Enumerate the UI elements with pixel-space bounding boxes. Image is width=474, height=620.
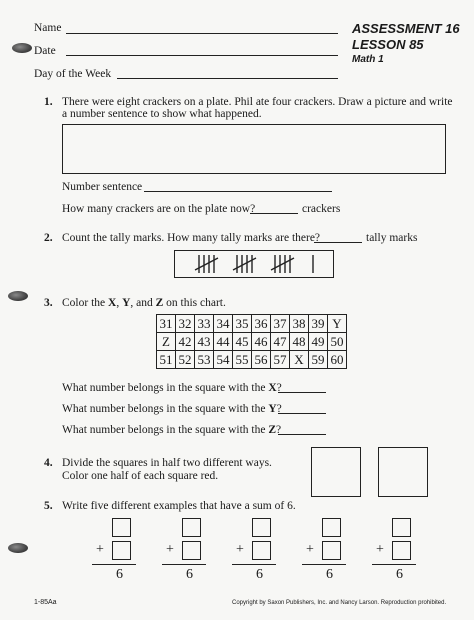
tally-marks: [175, 251, 333, 277]
chart-cell[interactable]: 32: [176, 315, 195, 333]
q1-how-many: How many crackers are on the plate now?: [62, 203, 256, 215]
sum-bar: [372, 564, 416, 565]
day-of-week-label: Day of the Week: [34, 68, 112, 80]
q3-answer-z[interactable]: [278, 434, 326, 435]
q1-drawing-box[interactable]: [62, 124, 446, 174]
chart-cell[interactable]: 56: [252, 351, 271, 369]
chart-cell[interactable]: 47: [271, 333, 290, 351]
chart-cell[interactable]: 37: [271, 315, 290, 333]
subject-title: Math 1: [352, 54, 384, 65]
chart-row: [157, 333, 347, 351]
sum-bar: [92, 564, 136, 565]
chart-cell[interactable]: 51: [157, 351, 176, 369]
q1-unit: crackers: [302, 203, 341, 215]
q2-text: Count the tally marks. How many tally marks are there?: [62, 232, 321, 244]
chart-cell[interactable]: 53: [195, 351, 214, 369]
q4-square-2[interactable]: [378, 447, 428, 497]
q2-answer-field[interactable]: [314, 242, 362, 243]
q1-text-line1: There were eight crackers on a plate. Phil ate four crackers. Draw a picture and write: [62, 96, 453, 108]
chart-cell[interactable]: 38: [290, 315, 309, 333]
q1-sentence-field[interactable]: [144, 191, 332, 192]
binder-hole-top: [12, 43, 32, 53]
chart-cell[interactable]: 57: [271, 351, 290, 369]
addend-box-bottom[interactable]: [392, 541, 411, 560]
chart-cell[interactable]: 52: [176, 351, 195, 369]
q1-number: 1.: [44, 96, 53, 108]
chart-cell[interactable]: 33: [195, 315, 214, 333]
name-field[interactable]: [66, 33, 338, 34]
q2-number: 2.: [44, 232, 53, 244]
sum-value: 6: [116, 567, 123, 582]
lesson-title: LESSON 85: [352, 37, 424, 52]
q4-square-1[interactable]: [311, 447, 361, 497]
sum-value: 6: [326, 567, 333, 582]
addend-box-top[interactable]: [252, 518, 271, 537]
addend-box-top[interactable]: [392, 518, 411, 537]
assessment-title: ASSESSMENT 16: [352, 21, 460, 36]
q1-text-line2: a number sentence to show what happened.: [62, 108, 262, 120]
q3-answer-x[interactable]: [278, 392, 326, 393]
addend-box-top[interactable]: [112, 518, 131, 537]
q3-answer-y[interactable]: [278, 413, 326, 414]
addend-box-bottom[interactable]: [182, 541, 201, 560]
sum-value: 6: [396, 567, 403, 582]
sum-value: 6: [186, 567, 193, 582]
plus-sign: +: [306, 542, 314, 557]
chart-cell[interactable]: 49: [309, 333, 328, 351]
date-field[interactable]: [66, 55, 338, 56]
q1-sentence-label: Number sentence: [62, 181, 143, 193]
chart-cell[interactable]: Y: [328, 315, 347, 333]
chart-cell[interactable]: 54: [214, 351, 233, 369]
footer-copyright: Copyright by Saxon Publishers, Inc. and Nancy Larson. Reproduction prohibited.: [232, 600, 447, 606]
addend-box-bottom[interactable]: [252, 541, 271, 560]
sum-bar: [232, 564, 276, 565]
plus-sign: +: [376, 542, 384, 557]
chart-cell[interactable]: 42: [176, 333, 195, 351]
q3-text: Color the X, Y, and Z on this chart.: [62, 297, 226, 309]
q2-unit: tally marks: [366, 232, 418, 244]
q4-number: 4.: [44, 457, 53, 469]
number-chart: [156, 314, 347, 369]
q3-number: 3.: [44, 297, 53, 309]
q4-line1: Divide the squares in half two different ways.: [62, 457, 272, 469]
addend-box-bottom[interactable]: [112, 541, 131, 560]
chart-cell[interactable]: 48: [290, 333, 309, 351]
binder-hole-middle: [8, 291, 28, 301]
q5-number: 5.: [44, 500, 53, 512]
chart-cell[interactable]: 50: [328, 333, 347, 351]
addend-box-top[interactable]: [322, 518, 341, 537]
chart-cell[interactable]: 31: [157, 315, 176, 333]
chart-cell[interactable]: Z: [157, 333, 176, 351]
plus-sign: +: [96, 542, 104, 557]
chart-cell[interactable]: 36: [252, 315, 271, 333]
chart-cell[interactable]: 45: [233, 333, 252, 351]
chart-cell[interactable]: 35: [233, 315, 252, 333]
date-label: Date: [34, 45, 56, 57]
sum-bar: [162, 564, 206, 565]
chart-cell[interactable]: 39: [309, 315, 328, 333]
sum-value: 6: [256, 567, 263, 582]
q5-text: Write five different examples that have a sum of 6.: [62, 500, 296, 512]
addend-box-bottom[interactable]: [322, 541, 341, 560]
chart-cell[interactable]: 55: [233, 351, 252, 369]
chart-row: [157, 351, 347, 369]
chart-cell[interactable]: X: [290, 351, 309, 369]
sum-bar: [302, 564, 346, 565]
day-of-week-field[interactable]: [117, 78, 338, 79]
plus-sign: +: [166, 542, 174, 557]
chart-row: [157, 315, 347, 333]
chart-cell[interactable]: 46: [252, 333, 271, 351]
addend-box-top[interactable]: [182, 518, 201, 537]
q4-line2: Color one half of each square red.: [62, 470, 219, 482]
chart-cell[interactable]: 34: [214, 315, 233, 333]
chart-cell[interactable]: 59: [309, 351, 328, 369]
tally-box: [174, 250, 334, 278]
footer-code: 1-85Aa: [34, 599, 57, 606]
chart-cell[interactable]: 60: [328, 351, 347, 369]
chart-cell[interactable]: 43: [195, 333, 214, 351]
name-label: Name: [34, 22, 62, 34]
chart-cell[interactable]: 44: [214, 333, 233, 351]
plus-sign: +: [236, 542, 244, 557]
binder-hole-bottom: [8, 543, 28, 553]
q1-answer-field[interactable]: [250, 213, 298, 214]
